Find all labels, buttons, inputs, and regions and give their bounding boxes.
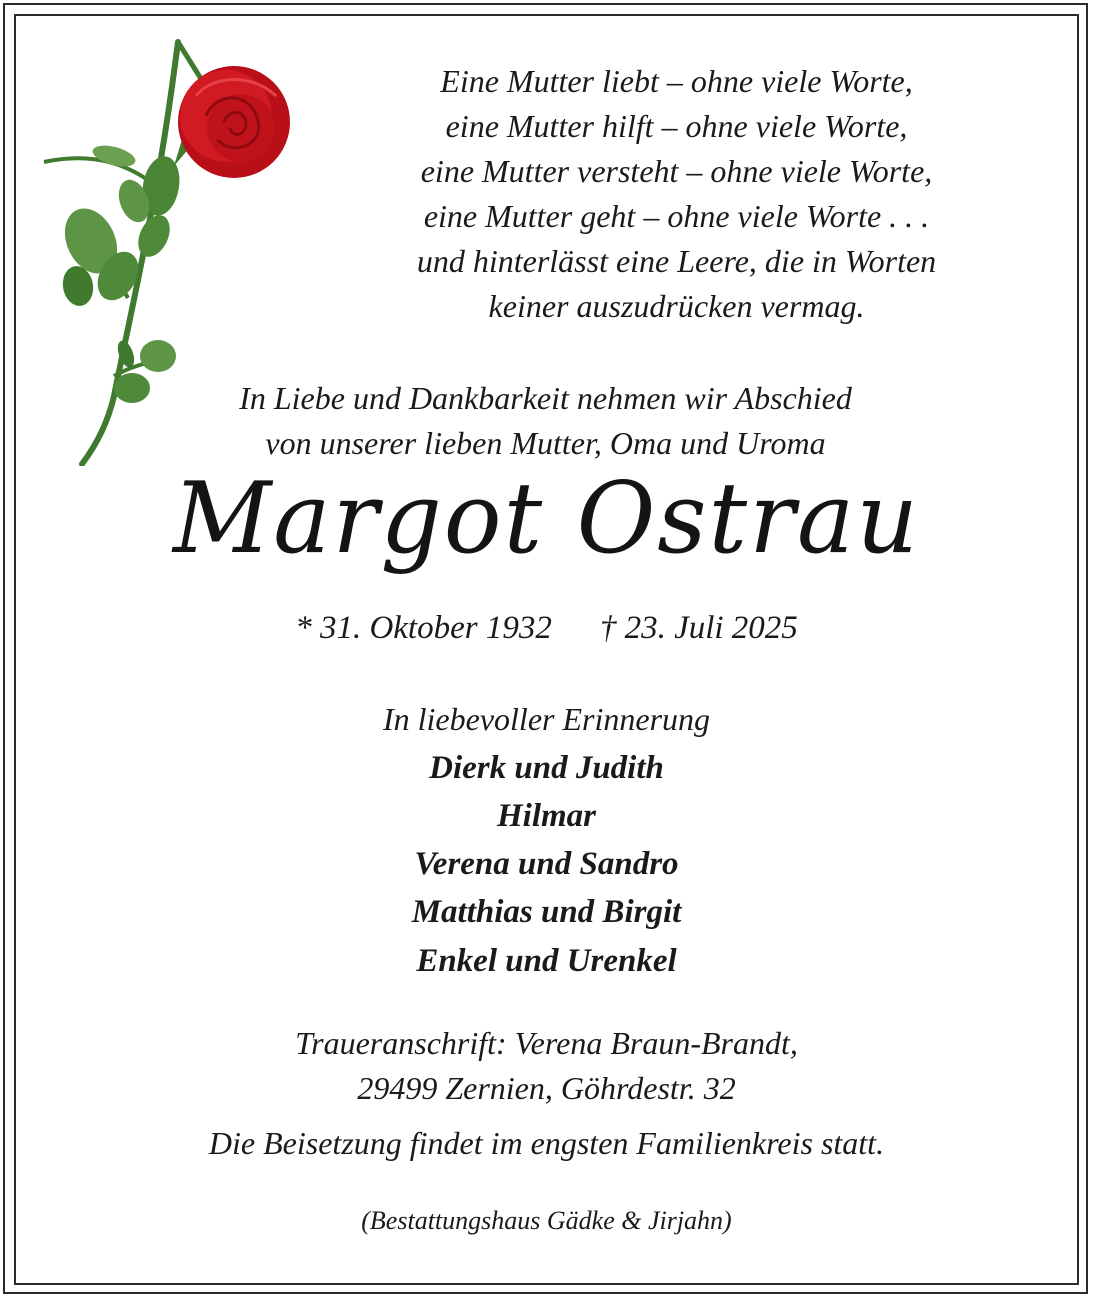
burial-note: Die Beisetzung findet im engsten Familienkreis statt. [208, 1125, 885, 1161]
mourning-address: 29499 Zernien, Göhrdestr. 32 [357, 1070, 736, 1106]
intro-line: In Liebe und Dankbarkeit nehmen wir Abschied [239, 380, 852, 416]
intro-line: von unserer lieben Mutter, Oma und Uroma [265, 425, 826, 461]
family-member: Matthias und Birgit [411, 894, 682, 930]
poem-line: Eine Mutter liebt – ohne viele Worte, [440, 63, 913, 99]
life-dates [0, 612, 1093, 645]
poem-line: keiner auszudrücken vermag. [488, 288, 865, 324]
poem-line: eine Mutter geht – ohne viele Worte . . . [423, 198, 930, 234]
family-member: Enkel und Urenkel [416, 943, 677, 979]
family-member: Hilmar [496, 798, 597, 834]
family-member: Verena und Sandro [414, 846, 679, 882]
family-member: Dierk und Judith [429, 750, 664, 786]
poem-line: eine Mutter hilft – ohne viele Worte, [445, 108, 908, 144]
mourning-address: Traueranschrift: Verena Braun-Brandt, [295, 1025, 798, 1061]
memory-heading: In liebevoller Erinnerung [382, 701, 711, 737]
poem-line: und hinterlässt eine Leere, die in Worten [416, 243, 937, 279]
birth-date: * 31. Oktober 1932 [295, 610, 552, 646]
deceased-name: Margot Ostrau [172, 462, 921, 576]
death-date: † 23. Juli 2025 [599, 610, 798, 646]
poem-line: eine Mutter versteht – ohne viele Worte, [420, 153, 933, 189]
funeral-home: (Bestattungshaus Gädke & Jirjahn) [361, 1206, 732, 1235]
